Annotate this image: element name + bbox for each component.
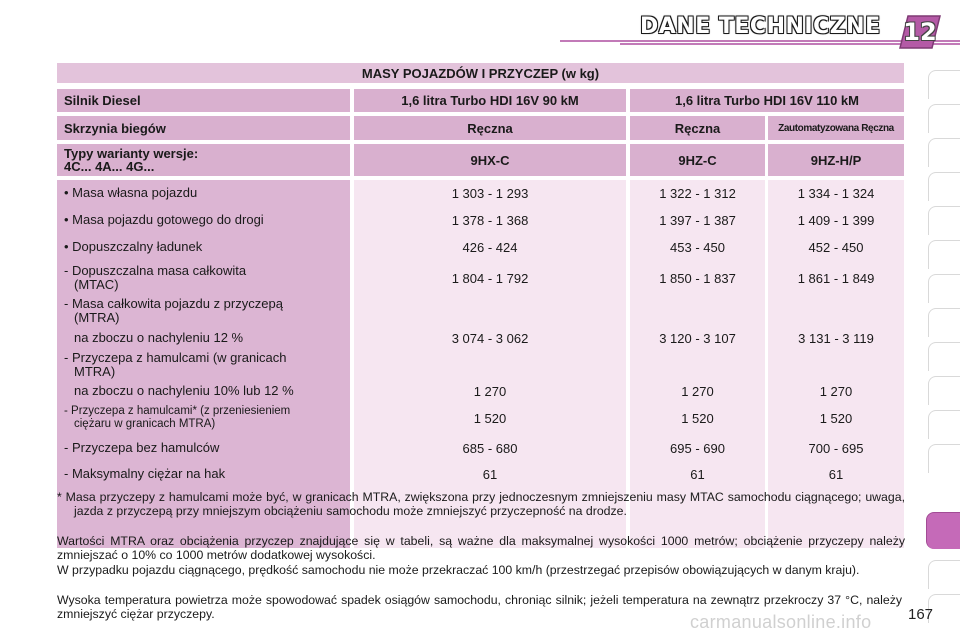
- note-paragraph: Wysoka temperatura powietrza może spowodować spadek osiągów samochodu, chroniąc silnik; jeżeli temperatura na zewnątrz przekroczy 37 °C, należy zmniejszyć ciężar przyczepy.: [57, 593, 902, 621]
- row-value: 61: [690, 467, 705, 482]
- footnote: * Masa przyczepy z hamulcami może być, w granicach MTRA, zwiększona przy jednoczesnym zmniejszeniu masy MTAC samochodu ciągnącego; uwaga, jazda z przyczepą przy mniejszym obciążeniu samochodu może zmniejszyć przyczepność na drodze.: [57, 490, 905, 518]
- chapter-number: 12: [903, 18, 937, 46]
- chapter-tab[interactable]: [928, 172, 960, 201]
- row-value: 61: [482, 467, 498, 482]
- page-number: 167: [908, 606, 934, 623]
- row-label-cont: ciężaru w granicach MTRA): [74, 418, 216, 430]
- type-label-line2: 4C... 4A... 4G...: [64, 159, 155, 174]
- row-value: 1 520: [473, 411, 507, 426]
- row-value: 3 074 - 3 062: [451, 331, 529, 346]
- row-value: 3 131 - 3 119: [798, 331, 874, 346]
- chapter-tab[interactable]: [928, 560, 960, 589]
- gearbox-label: Skrzynia biegów: [57, 116, 350, 140]
- row-value: 1 520: [681, 411, 714, 426]
- row-value: 700 - 695: [808, 441, 864, 456]
- row-value: 453 - 450: [670, 240, 725, 255]
- type-col-2: 9HZ-C: [630, 144, 765, 176]
- row-label: • Dopuszczalny ładunek: [64, 239, 203, 254]
- watermark: carmanualsonline.info: [690, 612, 872, 632]
- chapter-tab-active[interactable]: [926, 512, 960, 549]
- row-label: - Masa całkowita pojazdu z przyczepą: [64, 296, 283, 311]
- row-label: - Przyczepa z hamulcami (w granicach: [64, 350, 287, 365]
- gearbox-col-2: Ręczna: [630, 116, 765, 140]
- row-label: • Masa własna pojazdu: [64, 185, 198, 200]
- row-label-cont: (MTRA): [74, 310, 120, 325]
- row-value: 685 - 680: [462, 441, 518, 456]
- row-label-cont: MTRA): [74, 364, 116, 379]
- gearbox-col-3: Zautomatyzowana Ręczna: [768, 116, 904, 140]
- row-label: - Dopuszczalna masa całkowita: [64, 263, 247, 278]
- row-value: 1 520: [819, 411, 853, 426]
- row-value: 1 270: [681, 384, 714, 399]
- chapter-tab[interactable]: [928, 138, 960, 167]
- chapter-tab[interactable]: [928, 240, 960, 269]
- row-value: 1 270: [473, 384, 507, 399]
- chapter-tab[interactable]: [928, 308, 960, 337]
- chapter-tab[interactable]: [928, 410, 960, 439]
- page-section-title: DANE TECHNICZNE: [640, 14, 881, 39]
- row-value: 1 804 - 1 792: [451, 271, 529, 286]
- row-value: 452 - 450: [808, 240, 864, 255]
- row-value: 695 - 690: [670, 441, 725, 456]
- chapter-tab[interactable]: [928, 376, 960, 405]
- engine-label: Silnik Diesel: [57, 89, 350, 112]
- row-label-cont: (MTAC): [74, 277, 119, 292]
- row-value: 1 409 - 1 399: [797, 213, 875, 228]
- engine-col-1: 1,6 litra Turbo HDI 16V 90 kM: [354, 89, 626, 112]
- note-paragraph: W przypadku pojazdu ciągnącego, prędkość samochodu nie może przekraczać 100 km/h (przestrzegać przepisów obowiązujących w danym kraju).: [57, 563, 860, 577]
- row-value: 1 850 - 1 837: [659, 271, 736, 286]
- row-value: 1 397 - 1 387: [659, 213, 736, 228]
- chapter-tab[interactable]: [928, 206, 960, 235]
- type-col-1: 9HX-C: [354, 144, 626, 176]
- row-label: na zboczu o nachyleniu 10% lub 12 %: [74, 383, 294, 398]
- chapter-tab[interactable]: [928, 342, 960, 371]
- chapter-tabs: [928, 70, 960, 640]
- row-value: 3 120 - 3 107: [659, 331, 736, 346]
- row-value: 61: [828, 467, 844, 482]
- type-row: [57, 144, 904, 176]
- chapter-tab[interactable]: [928, 444, 960, 473]
- chapter-tab[interactable]: [928, 274, 960, 303]
- row-value: 1 303 - 1 293: [451, 186, 529, 201]
- row-value: 1 322 - 1 312: [659, 186, 736, 201]
- gearbox-row: [57, 116, 904, 140]
- row-value: 1 378 - 1 368: [451, 213, 529, 228]
- chapter-tab[interactable]: [928, 70, 960, 99]
- table-caption: MASY POJAZDÓW I PRZYCZEP (w kg): [57, 63, 904, 83]
- table-caption-row: [57, 63, 904, 83]
- engine-row: [57, 89, 904, 112]
- row-label: - Przyczepa z hamulcami* (z przeniesieniem: [64, 405, 291, 417]
- note-paragraph: Wartości MTRA oraz obciążenia przyczep znajdujące się w tabeli, są ważne dla maksymalnej wysokości 1000 metrów; obciążenie przyczepy należy zmniejszać o 10% co 1000 metrów dodatkowej wysokości.: [57, 534, 905, 562]
- row-value: 1 334 - 1 324: [797, 186, 875, 201]
- row-label: - Przyczepa bez hamulców: [64, 440, 220, 455]
- type-label: [57, 144, 350, 176]
- row-value: 1 270: [819, 384, 853, 399]
- row-label: na zboczu o nachyleniu 12 %: [74, 330, 244, 345]
- type-label-line1: Typy warianty wersje:: [64, 146, 199, 161]
- row-label: - Maksymalny ciężar na hak: [64, 466, 226, 481]
- chapter-tab[interactable]: [928, 104, 960, 133]
- row-value: 1 861 - 1 849: [797, 271, 875, 286]
- engine-col-2: 1,6 litra Turbo HDI 16V 110 kM: [630, 89, 904, 112]
- type-col-3: 9HZ-H/P: [768, 144, 904, 176]
- row-value: 426 - 424: [462, 240, 518, 255]
- row-label: • Masa pojazdu gotowego do drogi: [64, 212, 264, 227]
- gearbox-col-1: Ręczna: [354, 116, 626, 140]
